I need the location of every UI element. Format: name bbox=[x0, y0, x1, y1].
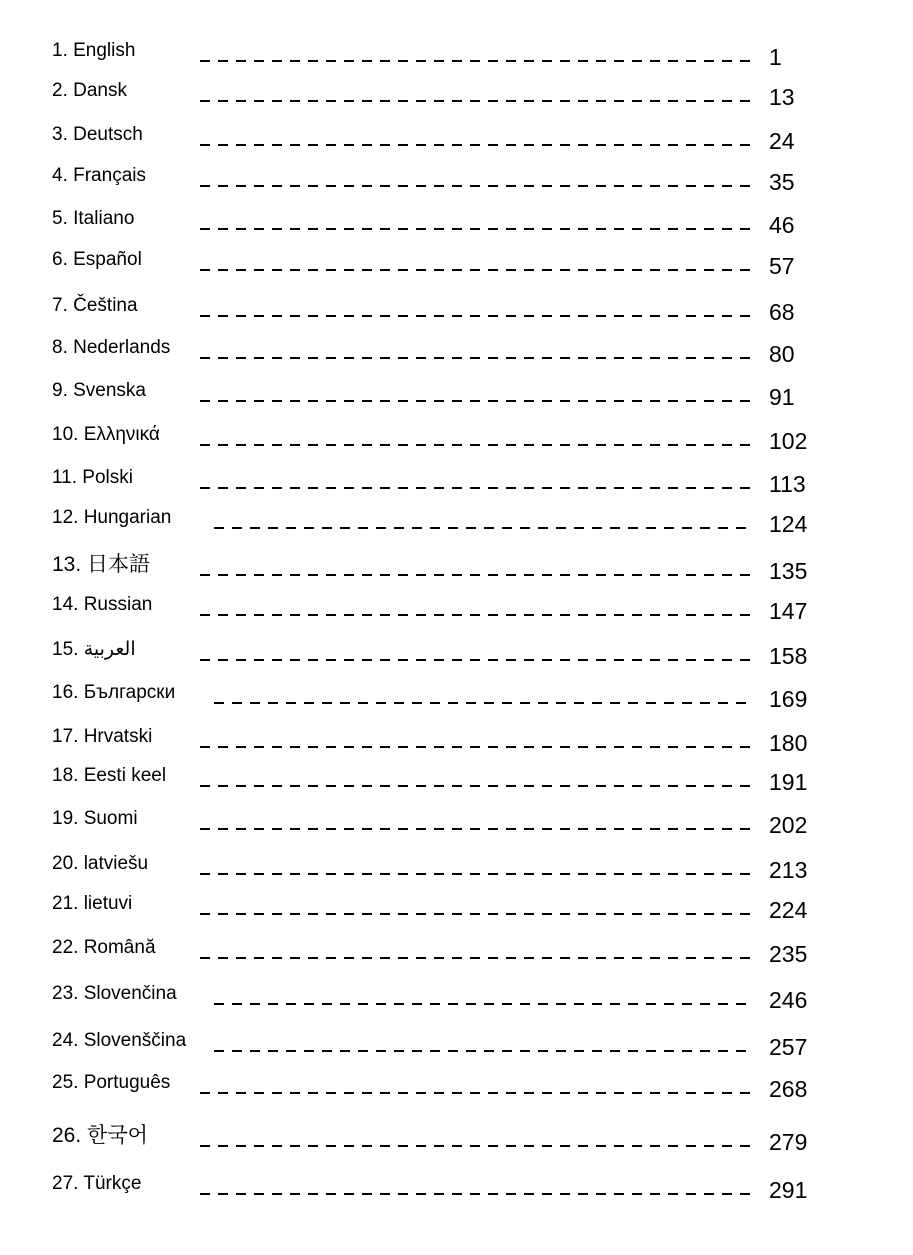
toc-entry-label: 19. Suomi bbox=[52, 808, 138, 829]
toc-entry-label: 11. Polski bbox=[52, 467, 133, 488]
dotted-leader bbox=[200, 828, 753, 830]
toc-page-number: 1 bbox=[769, 44, 782, 70]
toc-entry-eesti[interactable] bbox=[0, 757, 913, 797]
toc-entry-deutsch[interactable] bbox=[0, 116, 913, 156]
toc-entry-label: 14. Russian bbox=[52, 594, 153, 615]
toc-entry-polski[interactable] bbox=[0, 459, 913, 499]
toc-entry-label: 15. العربية bbox=[52, 639, 136, 660]
toc-entry-slovenscina[interactable] bbox=[0, 1022, 913, 1062]
toc-entry-label: 12. Hungarian bbox=[52, 507, 172, 528]
toc-entry-lietuvi[interactable] bbox=[0, 885, 913, 925]
toc-page-number: 268 bbox=[769, 1076, 808, 1102]
toc-entry-hrvatski[interactable] bbox=[0, 718, 913, 758]
toc-entry-label: 17. Hrvatski bbox=[52, 726, 153, 747]
toc-page-number: 13 bbox=[769, 84, 795, 110]
toc-entry-label: 1. English bbox=[52, 40, 136, 61]
dotted-leader bbox=[200, 444, 753, 446]
toc-entry-label: 3. Deutsch bbox=[52, 124, 143, 145]
toc-entry-label: 4. Français bbox=[52, 165, 146, 186]
toc-entry-label: 2. Dansk bbox=[52, 80, 127, 101]
dotted-leader bbox=[200, 100, 753, 102]
toc-page-number: 257 bbox=[769, 1034, 808, 1060]
toc-entry-italiano[interactable] bbox=[0, 200, 913, 240]
toc-entry-label: 6. Español bbox=[52, 249, 142, 270]
toc-entry-suomi[interactable] bbox=[0, 800, 913, 840]
dotted-leader bbox=[200, 185, 753, 187]
toc-entry-nederlands[interactable] bbox=[0, 329, 913, 369]
toc-entry-label: 5. Italiano bbox=[52, 208, 135, 229]
toc-entry-label: 7. Čeština bbox=[52, 295, 138, 316]
toc-page-number: 158 bbox=[769, 643, 808, 669]
toc-entry-korean[interactable] bbox=[0, 1117, 913, 1157]
toc-entry-label: 13. 日本語 bbox=[52, 553, 151, 576]
toc-page-number: 279 bbox=[769, 1129, 808, 1155]
toc-entry-label: 20. latviešu bbox=[52, 853, 149, 874]
dotted-leader bbox=[200, 269, 753, 271]
dotted-leader bbox=[200, 746, 753, 748]
toc-page-number: 246 bbox=[769, 987, 808, 1013]
toc-entry-russian[interactable] bbox=[0, 586, 913, 626]
toc-entry-arabic[interactable] bbox=[0, 631, 913, 671]
toc-page-number: 135 bbox=[769, 558, 808, 584]
dotted-leader bbox=[214, 527, 753, 529]
toc-entry-label: 22. Română bbox=[52, 937, 156, 958]
toc-entry-slovencina[interactable] bbox=[0, 975, 913, 1015]
dotted-leader bbox=[200, 1092, 753, 1094]
toc-entry-label: 24. Slovenščina bbox=[52, 1030, 187, 1051]
toc-entry-romana[interactable] bbox=[0, 929, 913, 969]
toc-page-number: 46 bbox=[769, 212, 795, 238]
toc-page-number: 202 bbox=[769, 812, 808, 838]
toc-entry-portugues[interactable] bbox=[0, 1064, 913, 1104]
toc-page-number: 124 bbox=[769, 511, 808, 537]
toc-entry-cestina[interactable] bbox=[0, 287, 913, 327]
toc-page-number: 24 bbox=[769, 128, 795, 154]
toc-entry-espanol[interactable] bbox=[0, 241, 913, 281]
dotted-leader bbox=[200, 357, 753, 359]
toc-entry-japanese[interactable] bbox=[0, 546, 913, 586]
dotted-leader bbox=[200, 614, 753, 616]
dotted-leader bbox=[200, 1145, 753, 1147]
toc-page-number: 169 bbox=[769, 686, 808, 712]
toc-page-number: 235 bbox=[769, 941, 808, 967]
dotted-leader bbox=[200, 957, 753, 959]
toc-entry-label: 27. Türkçe bbox=[52, 1173, 142, 1194]
toc-entry-label: 9. Svenska bbox=[52, 380, 146, 401]
toc-page-number: 68 bbox=[769, 299, 795, 325]
toc-entry-francais[interactable] bbox=[0, 157, 913, 197]
toc-page-number: 102 bbox=[769, 428, 808, 454]
toc-entry-greek[interactable] bbox=[0, 416, 913, 456]
dotted-leader bbox=[214, 1003, 753, 1005]
toc-entry-label: 8. Nederlands bbox=[52, 337, 171, 358]
toc-entry-bulgarian[interactable] bbox=[0, 674, 913, 714]
dotted-leader bbox=[200, 228, 753, 230]
toc-entry-dansk[interactable] bbox=[0, 72, 913, 112]
dotted-leader bbox=[200, 487, 753, 489]
toc-entry-svenska[interactable] bbox=[0, 372, 913, 412]
dotted-leader bbox=[200, 60, 753, 62]
dotted-leader bbox=[200, 144, 753, 146]
toc-page-number: 191 bbox=[769, 769, 808, 795]
toc-page-number: 147 bbox=[769, 598, 808, 624]
toc-entry-label: 23. Slovenčina bbox=[52, 983, 177, 1004]
toc-entry-latviesu[interactable] bbox=[0, 845, 913, 885]
toc-entry-label: 16. Български bbox=[52, 682, 176, 703]
dotted-leader bbox=[200, 913, 753, 915]
toc-entry-hungarian[interactable] bbox=[0, 499, 913, 539]
dotted-leader bbox=[214, 702, 753, 704]
dotted-leader bbox=[200, 1193, 753, 1195]
toc-page-number: 80 bbox=[769, 341, 795, 367]
toc-entry-turkce[interactable] bbox=[0, 1165, 913, 1205]
toc-page-number: 180 bbox=[769, 730, 808, 756]
toc-entry-english[interactable] bbox=[0, 32, 913, 72]
toc-entry-label: 10. Ελληνικά bbox=[52, 424, 160, 445]
toc-page-number: 113 bbox=[769, 471, 806, 497]
toc-page-number: 35 bbox=[769, 169, 795, 195]
toc-page-number: 291 bbox=[769, 1177, 808, 1203]
toc-entry-label: 26. 한국어 bbox=[52, 1124, 148, 1147]
dotted-leader bbox=[200, 659, 753, 661]
toc-page-number: 224 bbox=[769, 897, 808, 923]
dotted-leader bbox=[200, 574, 753, 576]
toc-entry-label: 18. Eesti keel bbox=[52, 765, 167, 786]
dotted-leader bbox=[200, 785, 753, 787]
toc-page-number: 213 bbox=[769, 857, 808, 883]
toc-page-number: 57 bbox=[769, 253, 795, 279]
toc-entry-label: 25. Português bbox=[52, 1072, 171, 1093]
toc-entry-label: 21. lietuvi bbox=[52, 893, 133, 914]
dotted-leader bbox=[200, 873, 753, 875]
dotted-leader bbox=[200, 315, 753, 317]
dotted-leader bbox=[200, 400, 753, 402]
dotted-leader bbox=[214, 1050, 753, 1052]
toc-page-number: 91 bbox=[769, 384, 795, 410]
